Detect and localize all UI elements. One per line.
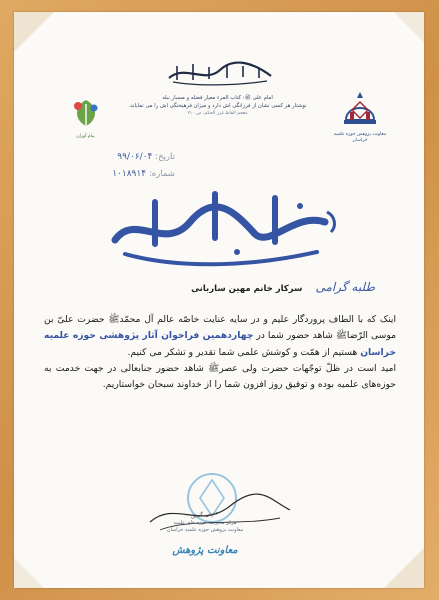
right-logo (330, 90, 390, 145)
basmala-calligraphy (165, 60, 275, 86)
corner-ornament-icon (364, 528, 424, 588)
number-label: شماره: (148, 169, 175, 179)
leaf-logo-icon (66, 96, 106, 130)
quote-line-1: امام علی ﷺ: کتاب المرء معیار فضله و مسبار نبله (162, 95, 273, 101)
recipient-name: سرکار خانم مهین ساربانی (191, 284, 303, 294)
date-value: ۹۹/۰۶/۰۴ (117, 152, 153, 162)
header-quote (110, 94, 325, 118)
body-paragraph-1-part-2: هستیم از همّت و کوشش علمی شما تقدیر و تشکر می کنیم. (127, 346, 358, 358)
corner-ornament-icon (364, 12, 424, 72)
addressee-line (130, 276, 375, 295)
signer-name: حسین گنجی (190, 510, 220, 520)
signer-titles (140, 520, 270, 534)
number-field (55, 169, 175, 179)
mosque-dome-logo-icon (340, 90, 380, 128)
certificate-body (44, 312, 396, 393)
corner-ornament-icon (14, 528, 74, 588)
body-paragraph-1-part-1: اینک که با الطاف پروردگار علیم و در سایه عنایت خاصّه عالم آل محمّدﷺ حضرت علیّ بن موسی الرّضاﷺ شاهد حضور شما در (44, 314, 397, 342)
signature-stamp-graphic (120, 460, 300, 555)
signer-title-line-1: مرکز مدیریت حوزه های علمیه (173, 520, 237, 526)
date-label: تاریخ: (155, 152, 175, 162)
number-value: ۱۰۱۸۹۱۴ (112, 169, 147, 179)
corner-ornament-icon (14, 12, 74, 72)
signer-title-line-2: معاونت پژوهش حوزه علمیه خراسان (166, 527, 244, 533)
right-logo-caption: معاونت پژوهش حوزه علمیه خراسان (333, 132, 387, 143)
date-field (55, 152, 175, 162)
left-logo (58, 96, 113, 146)
left-logo-caption: پیام آوران (76, 134, 95, 139)
certificate-title-calligraphy (95, 182, 345, 272)
body-paragraph-2: امید است در ظلّ توجّهات حضرت ولی عصرﷺ شاهد حضور جنابعالی در جهت خدمت به حوزه‌های علمیه بوده و توفیق روز افزون شما را از خداوند سبحان خواستاریم. (44, 362, 396, 391)
stamp-title: معاونت پژوهش (172, 545, 238, 556)
quote-source: معجم الفاظ غرر الحکم، ص ۲۱۰ (187, 111, 248, 116)
honorific: طلبه گرامی (315, 280, 375, 294)
body-highlight: چهاردهمین فراخوان آثار پژوهشی حوزه علمیه خراسان (44, 330, 396, 358)
quote-line-2: نوشتار هر کسی نشان از فرزانگی اش دارد و میزان فرهیختگی اش را می نمایاند. (128, 103, 307, 109)
